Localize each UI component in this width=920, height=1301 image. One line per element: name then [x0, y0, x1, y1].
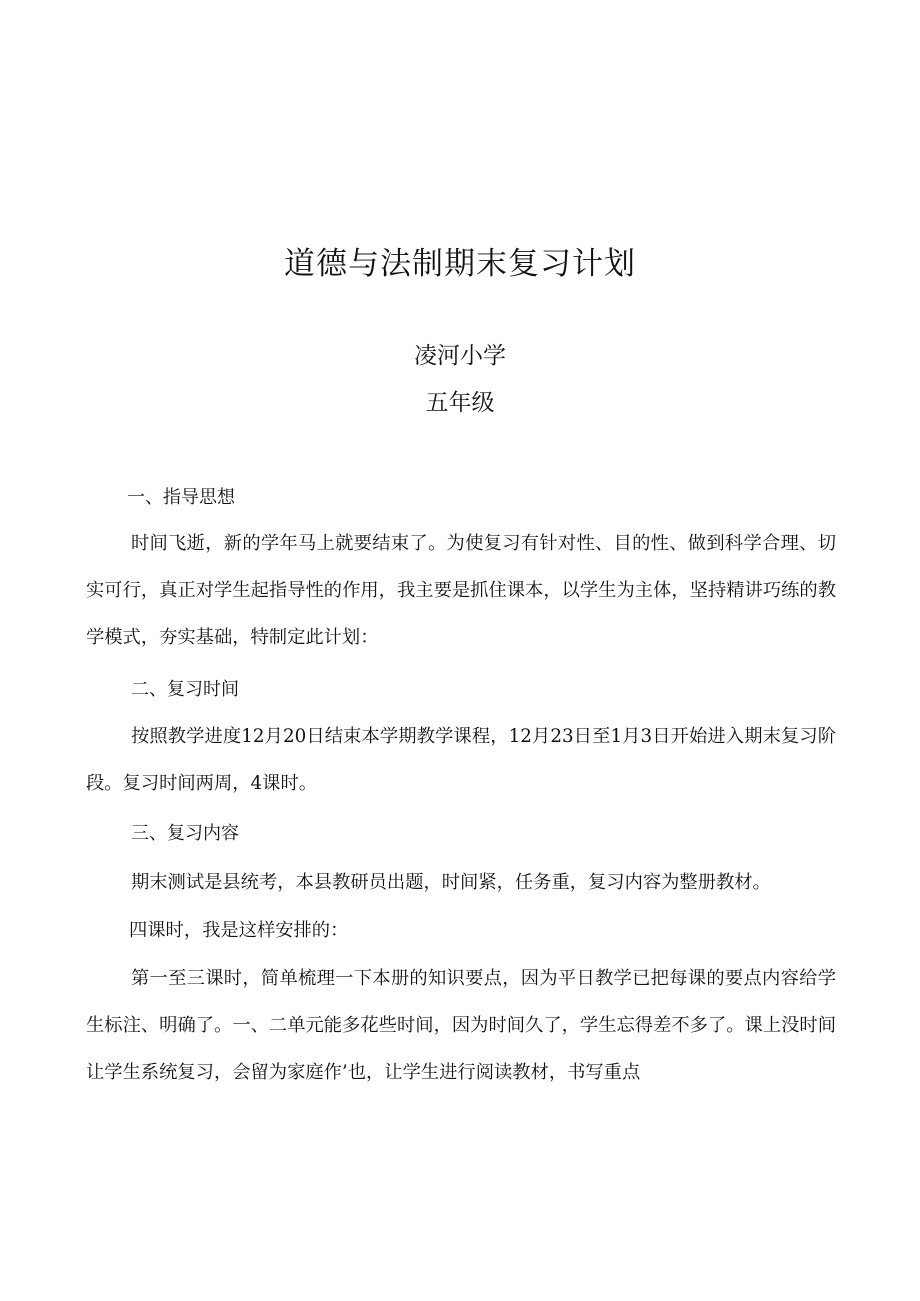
- section-paragraph-guiding-ideology: 时间飞逝，新的学年马上就要结束了。为使复习有针对性、目的性、做到科学合理、切实可行，真正对学生起指导性的作用，我主要是抓住课本，以学生为主体，坚持精讲巧练的教学模式，夯实基础，特制定此计划：: [86, 533, 836, 648]
- section-paragraph-lesson-plan: 第一至三课时，简单梳理一下本册的知识要点，因为平日教学已把每课的要点内容给学生标注、明确了。一、二单元能多花些时间，因为时间久了，学生忘得差不多了。课上没时间让学生系统复习，会留为家庭作’也，让学生进行阅读教材，书写重点: [86, 968, 836, 1083]
- document-title: 道德与法制期末复习计划: [284, 246, 636, 282]
- section-paragraph-review-time: 按照教学进度12月20日结束本学期教学课程，12月23日至1月3日开始进入期末复习阶段。复习时间两周，4课时。: [86, 726, 836, 794]
- section-heading-review-content: 三、复习内容: [131, 823, 239, 844]
- grade-label: 五年级: [425, 390, 495, 416]
- section-heading-guiding-ideology: 一、指导思想: [127, 487, 235, 508]
- section-heading-review-time: 二、复习时间: [131, 679, 239, 700]
- review-content-line-exam: 期末测试是县统考，本县教研员出题，时间紧，任务重，复习内容为整册教材。: [131, 872, 771, 893]
- school-name: 凌河小学: [414, 343, 506, 369]
- review-content-line-arrangement: 四课时，我是这样安排的：: [129, 920, 349, 941]
